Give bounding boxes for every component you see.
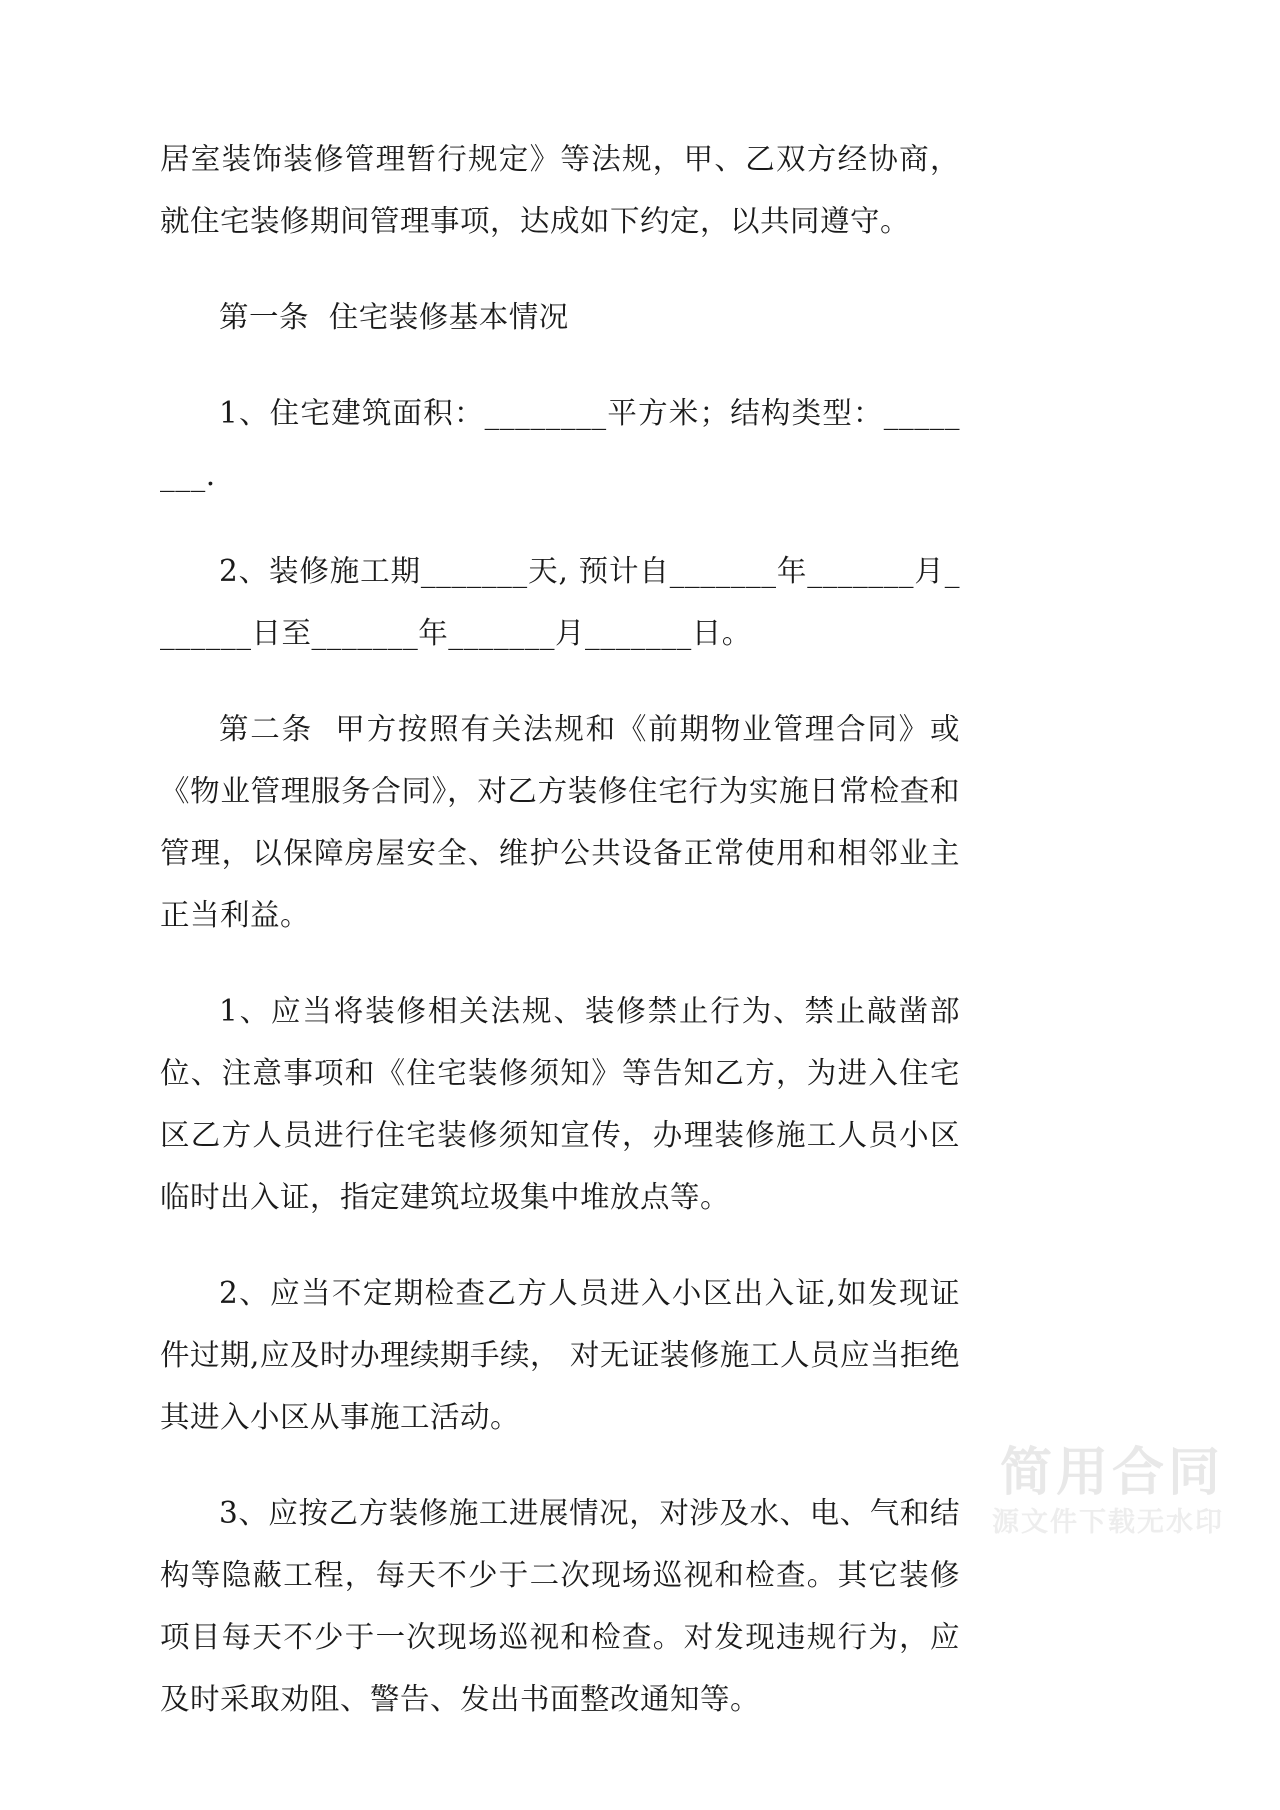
heading-article-2: 第二条 甲方按照有关法规和《前期物业管理合同》或《物业管理服务合同》，对乙方装修住宅行为实施日常检查和管理，以保障房屋安全、维护公共设备正常使用和相邻业主正当利益。 xyxy=(160,712,960,932)
paragraph-spacer xyxy=(160,1228,960,1262)
heading-article-1: 第一条 住宅装修基本情况 xyxy=(219,300,569,334)
paragraph-spacer xyxy=(160,506,960,540)
watermark-subtitle: 源文件下载无水印 xyxy=(992,1506,1224,1538)
paragraph-spacer xyxy=(160,946,960,980)
paragraph-spacer xyxy=(160,252,960,286)
paragraph-spacer xyxy=(160,1448,960,1482)
article-2-item-3: 3、应按乙方装修施工进展情况，对涉及水、电、气和结构等隐蔽工程，每天不少于二次现场巡视和检查。其它装修项目每天不少于一次现场巡视和检查。对发现违规行为，应及时采取劝阻、警告、发出书面整改通知等。 xyxy=(160,1496,960,1716)
watermark xyxy=(992,1442,1224,1540)
article-2-item-1: 1、应当将装修相关法规、装修禁止行为、禁止敲凿部位、注意事项和《住宅装修须知》等告知乙方，为进入住宅区乙方人员进行住宅装修须知宣传，办理装修施工人员小区临时出入证，指定建筑垃圾集中堆放点等。 xyxy=(160,994,960,1214)
paragraph-spacer xyxy=(160,348,960,382)
article-2-item-2: 2、应当不定期检查乙方人员进入小区出入证,如发现证件过期,应及时办理续期手续， 对无证装修施工人员应当拒绝其进入小区从事施工活动。 xyxy=(160,1276,960,1434)
watermark-title: 简用合同 xyxy=(999,1442,1224,1503)
paragraph-intro-continuation: 居室装饰装修管理暂行规定》等法规，甲、乙双方经协商，就住宅装修期间管理事项，达成如下约定，以共同遵守。 xyxy=(160,142,960,238)
paragraph-spacer xyxy=(160,664,960,698)
document-body xyxy=(160,128,960,1730)
article-1-item-2: 2、装修施工期_______天, 预计自_______年_______月_______日至_______年_______月_______日。 xyxy=(160,554,960,650)
article-1-item-1: 1、住宅建筑面积：________平方米；结构类型：________. xyxy=(160,396,960,492)
